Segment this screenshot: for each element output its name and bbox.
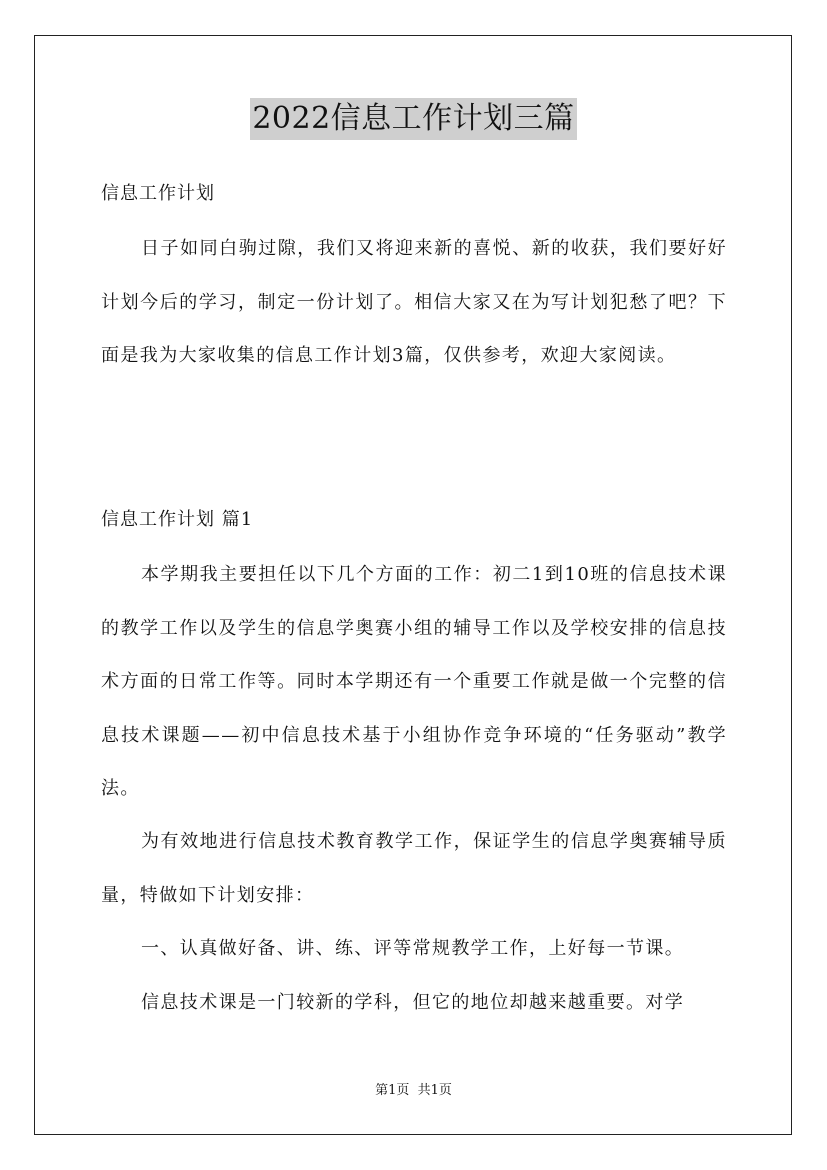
intro-paragraph: 日子如同白驹过隙，我们又将迎来新的喜悦、新的收获，我们要好好计划今后的学习，制定一份计划了。相信大家又在为写计划犯愁了吧？下面是我为大家收集的信息工作计划3篇，仅供参考，欢迎大家阅读。 bbox=[101, 238, 727, 366]
section1-paragraph-1: 本学期我主要担任以下几个方面的工作：初二1到10班的信息技术课的教学工作以及学生的信息学奥赛小组的辅导工作以及学校安排的信息技术方面的日常工作等。同时本学期还有一个重要工作就是做一个完整的信息技术课题——初中信息技术基于小组协作竞争环境的“任务驱动”教学法。 bbox=[101, 564, 727, 799]
section1-paragraph-2: 为有效地进行信息技术教育教学工作，保证学生的信息学奥赛辅导质量，特做如下计划安排： bbox=[101, 831, 727, 906]
page-footer: 第1页 共1页 bbox=[375, 1083, 452, 1098]
section1-paragraph-4: 信息技术课是一门较新的学科，但它的地位却越来越重要。对学 bbox=[141, 992, 685, 1013]
title-container bbox=[0, 98, 827, 140]
document-title: 2022信息工作计划三篇 bbox=[250, 98, 576, 140]
section1-heading: 信息工作计划 篇1 bbox=[101, 509, 254, 530]
intro-heading: 信息工作计划 bbox=[101, 183, 215, 204]
section1-paragraph-3: 一、认真做好备、讲、练、评等常规教学工作，上好每一节课。 bbox=[141, 938, 685, 959]
